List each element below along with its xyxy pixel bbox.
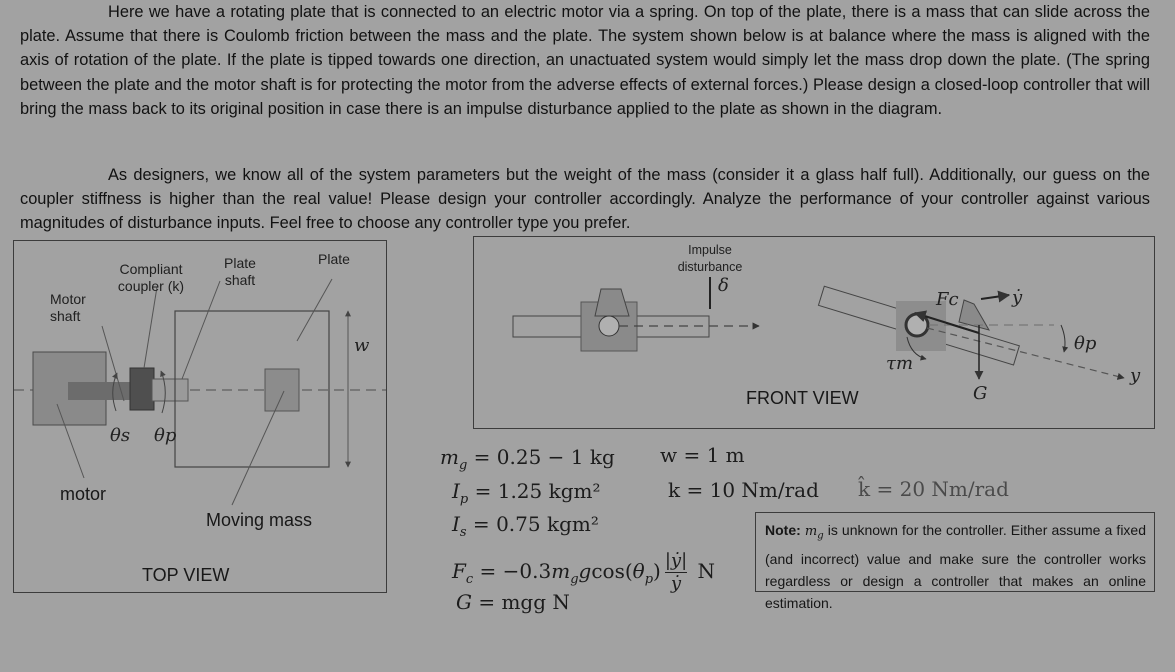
plate-shaft-label: Plate shaft bbox=[224, 255, 256, 288]
eq-k-hat: k̂ = 20 Nm/rad bbox=[858, 477, 1009, 501]
eq-gravity: G = mgg N bbox=[456, 590, 570, 614]
moving-mass bbox=[265, 369, 299, 411]
theta-s-label: θs bbox=[110, 425, 131, 446]
y-axis-label: y bbox=[1130, 365, 1141, 386]
fc-label: Fc bbox=[936, 289, 959, 310]
coupler bbox=[130, 368, 154, 410]
eq-ip: $I_p = 1.25$ kgm² bbox=[452, 479, 601, 507]
mass-block-left bbox=[595, 289, 629, 316]
coupler-label: Compliant coupler (k) bbox=[117, 261, 185, 294]
eq-friction: $F_c = -0.3m_ggcos(\theta_p)$ $\frac{\text{|ẏ|}}{\text{ẏ}}$ N bbox=[452, 550, 716, 594]
plate-label: Plate bbox=[318, 251, 350, 267]
note-box: Note: $m_g$ is unknown for the controller. Either assume a fixed (and incorrect) value and make sure the controller works regardless or design a controller that makes an online estimation. bbox=[755, 512, 1155, 592]
problem-paragraph-1: Here we have a rotating plate that is connected to an electric motor via a spring. On top of the plate, there is a mass that can slide across the plate. Assume that there is Coulomb friction between the mass and the plate. The system shown below is at balance where the mass is aligned with the axis of rotation of the plate. If the plate is tipped towards one direction, an unactuated system would simply let the mass drop down the plate. (The spring between the plate and the motor shaft is for protecting the motor from the adverse effects of external forces.) Please design a closed-loop controller that will bring the mass back to its original position in case there is an impulse disturbance applied to the plate as shown in the diagram. bbox=[20, 3, 1150, 118]
front-view-diagram bbox=[473, 236, 1155, 429]
theta-p-front-label: θp bbox=[1074, 333, 1097, 354]
front-view-title: FRONT VIEW bbox=[746, 388, 859, 408]
note-text: is unknown for the controller. Either assume a fixed (and incorrect) value and make sure the controller works regardless or design a controller that makes an online estimation. bbox=[765, 522, 1147, 611]
delta-label: δ bbox=[718, 275, 729, 296]
top-view-title: TOP VIEW bbox=[142, 565, 230, 585]
eq-is: $I_s = 0.75$ kgm² bbox=[452, 512, 599, 540]
ydot-label: ẏ bbox=[1012, 287, 1023, 308]
theta-p-label: θp bbox=[154, 425, 177, 446]
width-label: w bbox=[354, 335, 370, 356]
impulse-disturbance-label: Impulse disturbance bbox=[677, 243, 743, 274]
eq-width: w = 1 m bbox=[660, 443, 745, 467]
note-label: Note: bbox=[765, 522, 801, 538]
plate-shaft bbox=[152, 379, 188, 401]
plate-outline bbox=[175, 311, 329, 467]
problem-paragraph-2: As designers, we know all of the system parameters but the weight of the mass (consider it a glass half full). Additionally, our guess on the coupler stiffness is higher than the real value! Please design your controller accordingly. Analyze the performance of your controller against various magnitudes of disturbance inputs. Feel free to choose any controller type you prefer. bbox=[20, 166, 1150, 233]
motor-label: motor bbox=[60, 484, 107, 504]
moving-mass-label: Moving mass bbox=[206, 510, 313, 530]
tau-m-label: τm bbox=[886, 353, 914, 374]
top-view-diagram bbox=[13, 240, 387, 593]
eq-k: k = 10 Nm/rad bbox=[668, 478, 819, 502]
motor-shaft-label: Motor shaft bbox=[50, 291, 86, 324]
gravity-label: G bbox=[973, 383, 988, 404]
eq-mass: $m_g = 0.25 - 1$ kg bbox=[440, 445, 615, 473]
